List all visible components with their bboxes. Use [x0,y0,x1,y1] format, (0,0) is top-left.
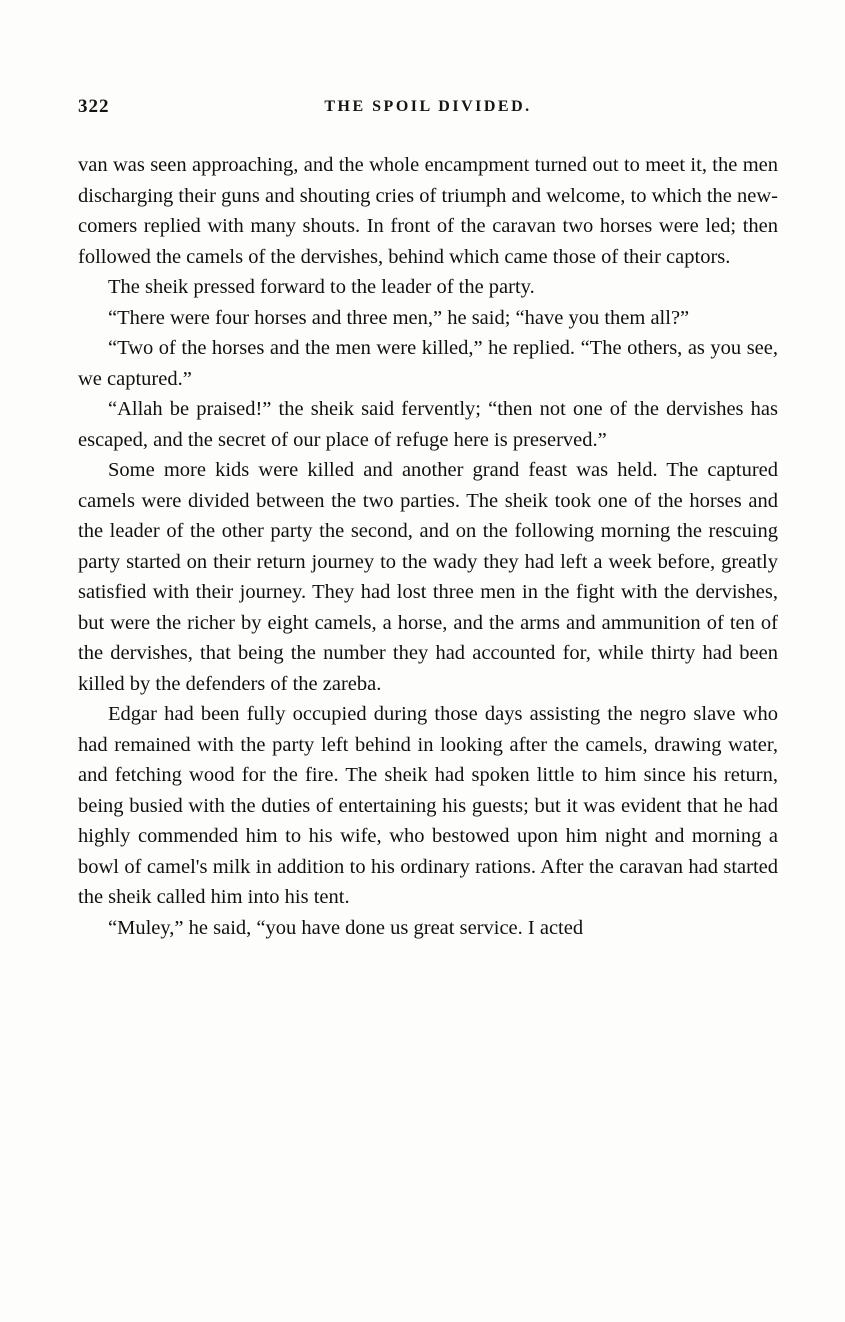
paragraph: The sheik pressed forward to the leader of the party. [108,276,535,298]
paragraph: “Two of the horses and the men were killed,” he replied. “The others, as you see, we captured.” [78,337,778,390]
paragraph: “Allah be praised!” the sheik said fervently; “then not one of the dervishes has escaped, and the secret of our place of refuge here is preserved.” [78,398,778,451]
running-head [78,96,778,130]
paragraph: Some more kids were killed and another grand feast was held. The captured camels were divided between the two parties. The sheik took one of the horses and the leader of the other party the second, and on the following morning the rescuing party started on their return journey to the wady they had left a week before, greatly satisfied with their journey. They had lost three men in the fight with the dervishes, but were the richer by eight camels, a horse, and the arms and ammunition of ten of the dervishes, that being the number they had accounted for, while thirty had been killed by the defenders of the zareba. [78,459,778,695]
paragraph: Edgar had been fully occupied during those days assisting the negro slave who had remained with the party left behind in looking after the camels, drawing water, and fetching wood for the fire. The sheik had spoken little to him since his return, being busied with the duties of entertaining his guests; but it was evident that he had highly commended him to his wife, who bestowed upon him night and morning a bowl of camel's milk in addition to his ordinary rations. After the caravan had started the sheik called him into his tent. [78,703,778,908]
page-number: 322 [78,96,110,117]
paragraph: “There were four horses and three men,” he said; “have you them all?” [108,306,690,329]
paragraph: van was seen approaching, and the whole encampment turned out to meet it, the men discharging their guns and shouting cries of triumph and welcome, to which the new-comers replied with many shouts. In front of the caravan two horses were led; then followed the camels of the dervishes, behind which came those of their captors. [78,154,778,268]
running-title: THE SPOIL DIVIDED. [324,98,532,115]
page-body [78,150,778,943]
text-column [78,96,778,943]
paragraph: “Muley,” he said, “you have done us great service. I acted [108,916,584,939]
